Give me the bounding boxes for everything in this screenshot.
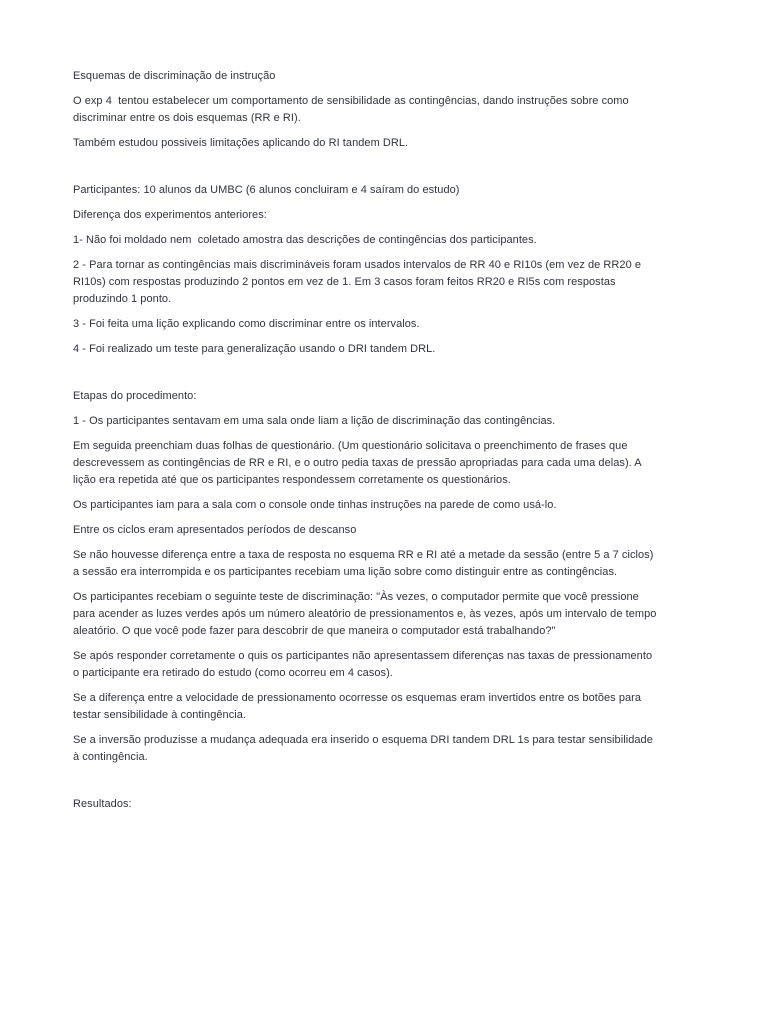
section-participants (73, 182, 658, 358)
procedure-step: Entre os ciclos eram apresentados períodos de descanso (73, 524, 357, 536)
results-heading: Resultados: (73, 798, 132, 810)
procedure-step: Se a inversão produzisse a mudança adequada era inserido o esquema DRI tandem DRL 1s para testar sensibilidade à contingência. (73, 734, 656, 763)
difference-item-4: 4 - Foi realizado um teste para generalização usando o DRI tandem DRL. (73, 343, 436, 355)
section-results (73, 796, 658, 813)
procedure-step: 1 - Os participantes sentavam em uma sala onde liam a lição de discriminação das contingências. (73, 415, 556, 427)
differences-heading: Diferença dos experimentos anteriores: (73, 209, 267, 221)
difference-item-2: 2 - Para tornar as contingências mais discrimináveis foram usados intervalos de RR 40 e RI10s (em vez de RR20 e RI10s) com respostas produzindo 2 pontos em vez de 1. Em 3 casos foram feitos RR20 e RI5s com respostas produzindo 1 ponto. (73, 259, 645, 305)
procedure-step: Se após responder corretamente o quis os participantes não apresentassem diferenças nas taxas de pressionamento o participante era retirado do estudo (como ocorreu em 4 casos). (73, 650, 656, 679)
procedure-step: Se não houvesse diferença entre a taxa de resposta no esquema RR e RI até a metade da sessão (entre 5 a 7 ciclos) a sessão era interrompida e os participantes recebiam uma lição sobre como distinguir entre as contingências. (73, 549, 657, 578)
participants-line: Participantes: 10 alunos da UMBC (6 alunos concluiram e 4 saíram do estudo) (73, 184, 460, 196)
document-title: Esquemas de discriminação de instrução (73, 70, 276, 82)
difference-item-3: 3 - Foi feita uma lição explicando como discriminar entre os intervalos. (73, 318, 420, 330)
procedure-step: Se a diferença entre a velocidade de pressionamento ocorresse os esquemas eram invertidos entre os botões para testar sensibilidade à contingência. (73, 692, 645, 721)
procedure-step: Os participantes recebiam o seguinte teste de discriminação: "Às vezes, o computador permite que você pressione para acender as luzes verdes após um número aleatório de pressionamentos e, às vezes, após um intervalo de tempo aleatório. O que você pode fazer para descobrir de que maneira o computador está trabalhando?" (73, 591, 660, 637)
procedure-heading: Etapas do procedimento: (73, 390, 197, 402)
limitations-paragraph: Também estudou possiveis limitações aplicando do RI tandem DRL. (73, 137, 409, 149)
spacer (73, 160, 658, 182)
procedure-step: Em seguida preenchiam duas folhas de questionário. (Um questionário solicitava o preenchimento de frases que descrevessem as contingências de RR e RI, e o outro pedia taxas de pressão apropriadas para cada uma delas). A lição era repetida até que os participantes respondessem corretamente os questionários. (73, 440, 645, 486)
intro-paragraph: O exp 4 tentou estabelecer um comportamento de sensibilidade as contingências, dando instruções sobre como discriminar entre os dois esquemas (RR e RI). (73, 95, 632, 124)
procedure-step: Os participantes iam para a sala com o console onde tinhas instruções na parede de como usá-lo. (73, 499, 557, 511)
section-procedure (73, 388, 658, 766)
spacer (73, 774, 658, 796)
spacer (73, 366, 658, 388)
difference-item-1: 1- Não foi moldado nem coletado amostra das descrições de contingências dos participantes. (73, 234, 537, 246)
section-intro (73, 68, 658, 152)
